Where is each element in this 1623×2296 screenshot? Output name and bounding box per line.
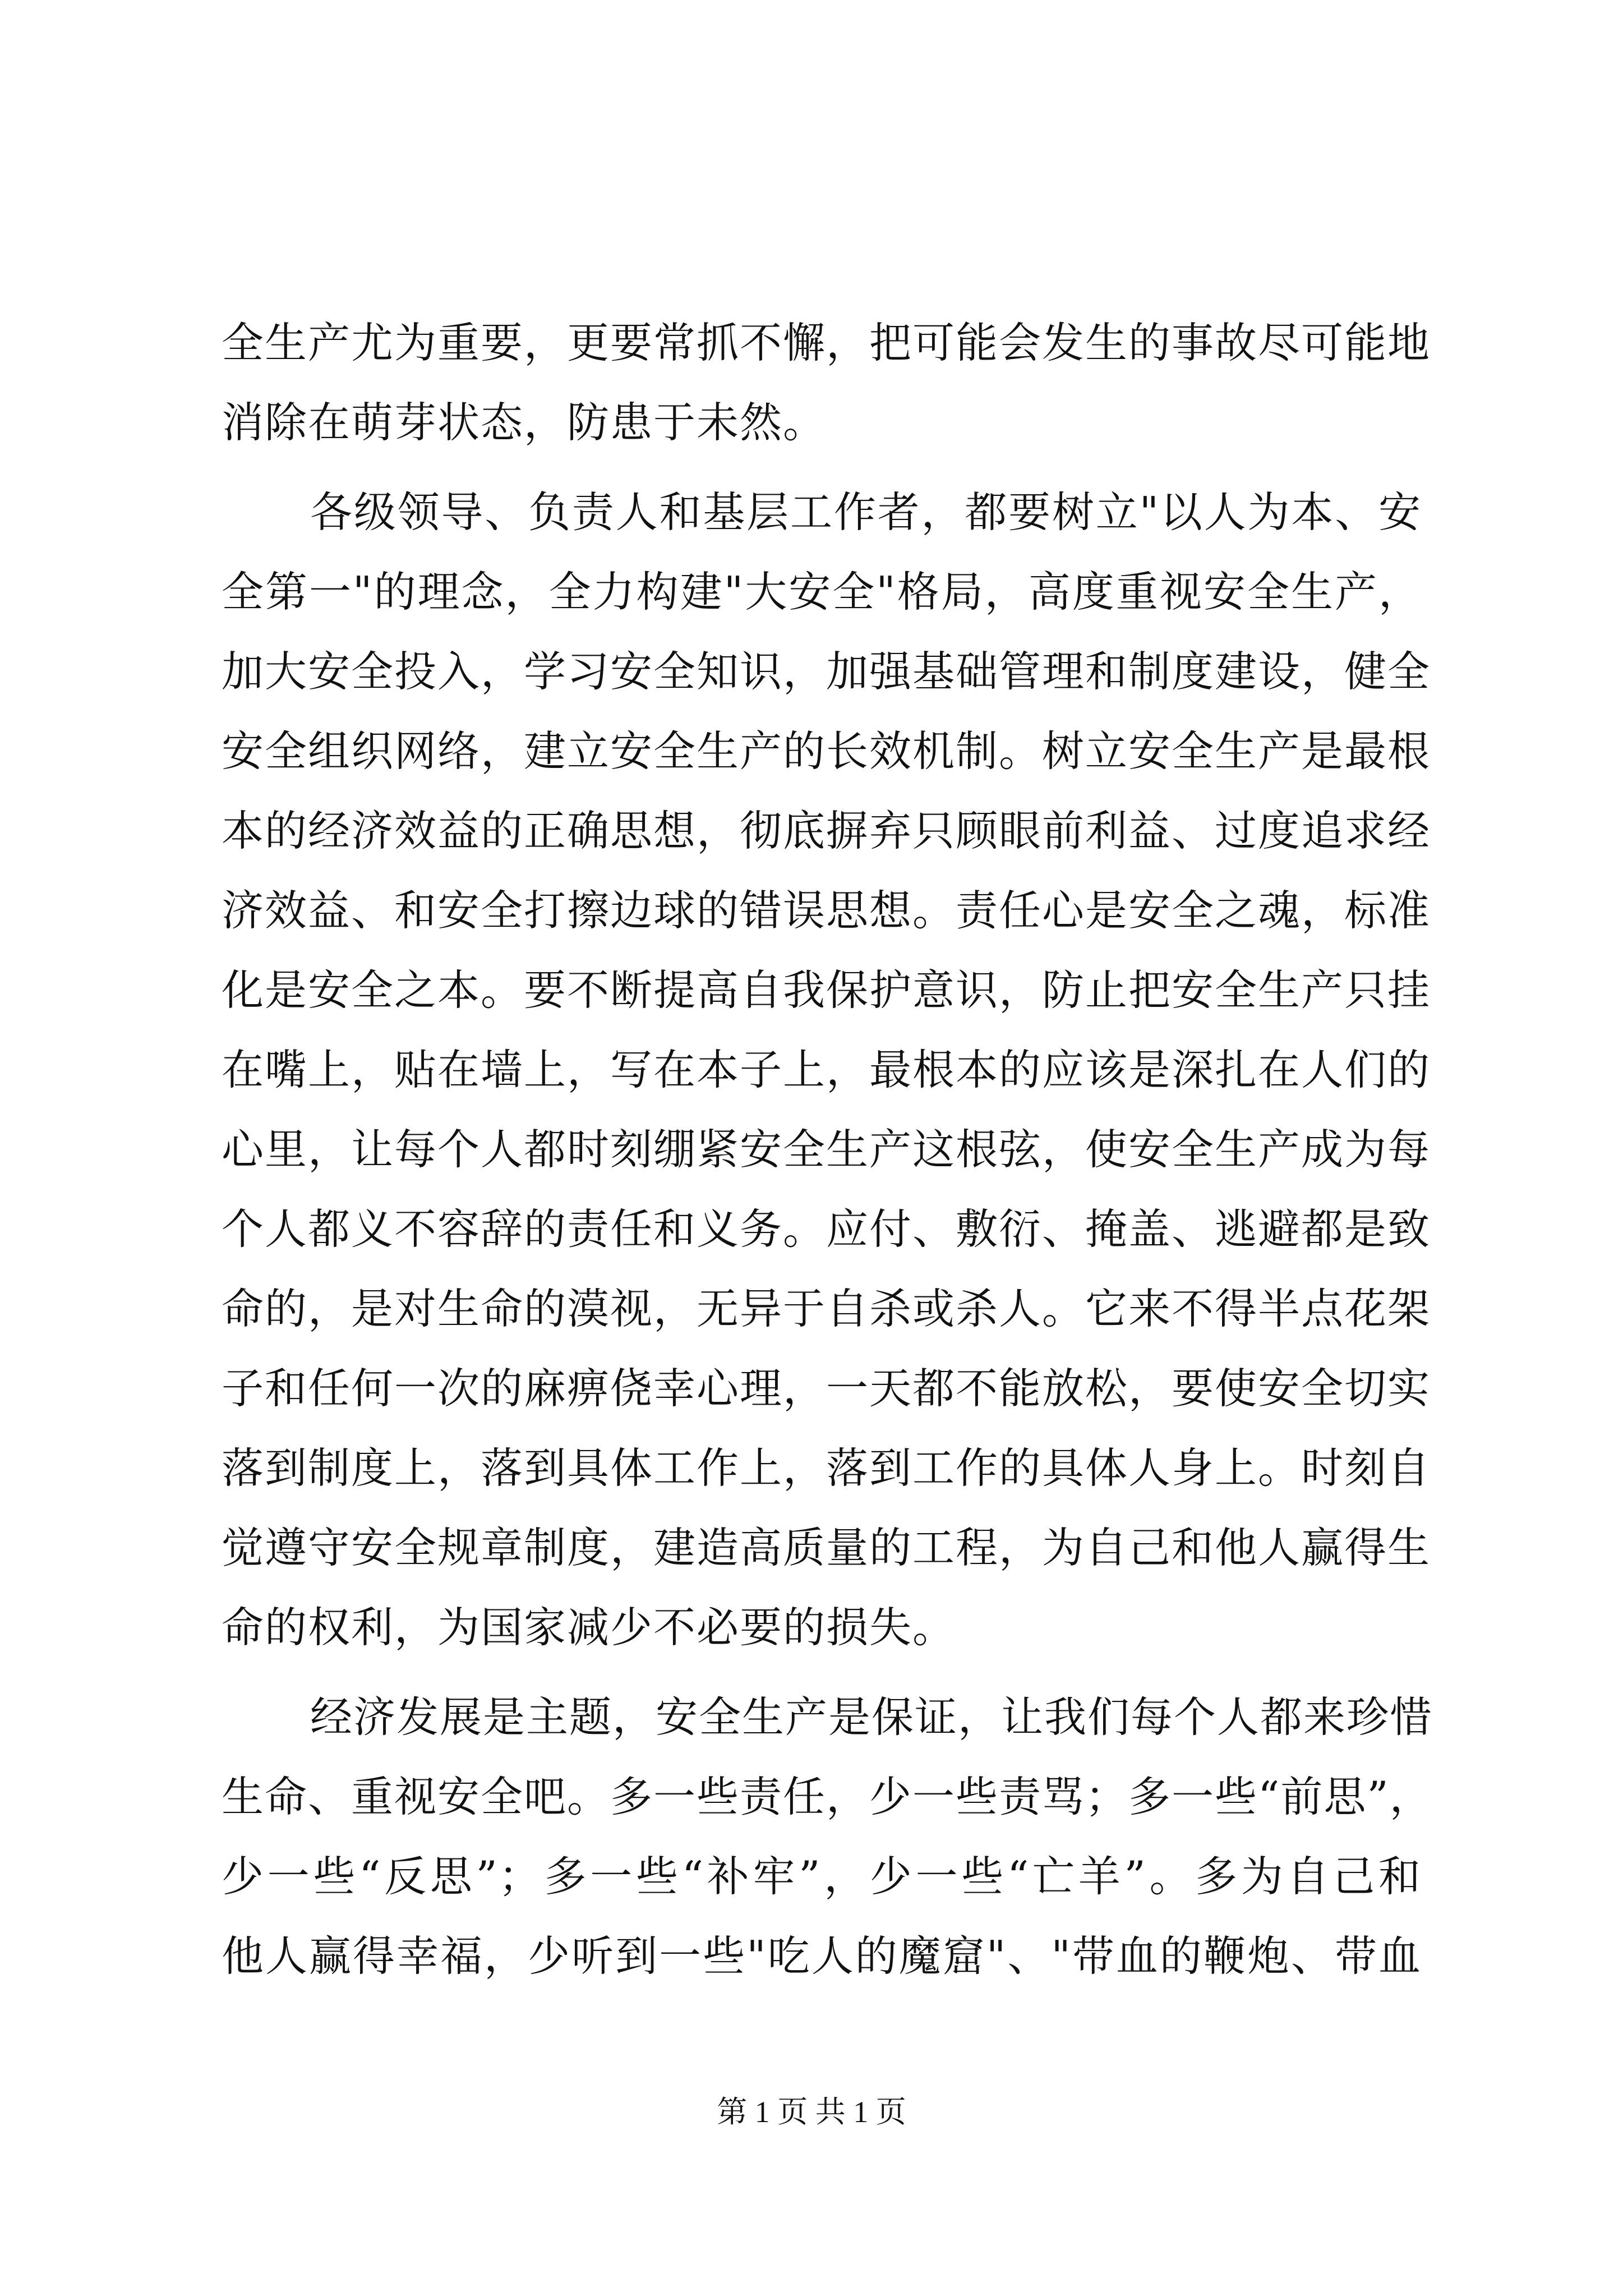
text-line: 觉遵守安全规章制度，建造高质量的工程，为自己和他人赢得生 [222,1523,1431,1572]
text-line: 本的经济效益的正确思想，彻底摒弃只顾眼前利益、过度追求经 [222,806,1431,855]
text-line: 济效益、和安全打擦边球的错误思想。责任心是安全之魂，标准 [222,886,1431,935]
text-line: 命的，是对生命的漠视，无异于自杀或杀人。它来不得半点花架 [222,1284,1431,1333]
text-line: 命的权利，为国家减少不必要的损失。 [222,1603,956,1652]
text-line: 子和任何一次的麻痹侥幸心理，一天都不能放松，要使安全切实 [222,1364,1431,1413]
text-line: 在嘴上，贴在墙上，写在本子上，最根本的应该是深扎在人们的 [222,1045,1431,1094]
text-line: 各级领导、负责人和基层工作者，都要树立"以人为本、安 [310,487,1422,537]
text-line: 加大安全投入，学习安全知识，加强基础管理和制度建设，健全 [222,647,1431,696]
text-line: 生命、重视安全吧。多一些责任，少一些责骂；多一些“前思”， [222,1772,1433,1821]
text-line: 经济发展是主题，安全生产是保证，让我们每个人都来珍惜 [310,1692,1433,1742]
text-line: 心里，让每个人都时刻绷紧安全生产这根弦，使安全生产成为每 [222,1125,1431,1174]
page-footer: 第 1 页 共 1 页 [717,2095,906,2129]
text-line: 安全组织网络，建立安全生产的长效机制。树立安全生产是最根 [222,726,1431,776]
text-line: 消除在萌芽状态，防患于未然。 [222,398,827,447]
text-line: 个人都义不容辞的责任和义务。应付、敷衍、掩盖、逃避都是致 [222,1204,1431,1254]
text-line: 全生产尤为重要，更要常抓不懈，把可能会发生的事故尽可能地 [222,318,1431,367]
text-line: 他人赢得幸福，少听到一些"吃人的魔窟"、"带血的鞭炮、带血 [222,1931,1422,1981]
text-line: 落到制度上，落到具体工作上，落到工作的具体人身上。时刻自 [222,1443,1431,1493]
document-body [222,303,1433,1996]
text-line: 少一些“反思”；多一些“补牢”，少一些“亡羊”。多为自己和 [222,1852,1422,1901]
text-line: 全第一"的理念，全力构建"大安全"格局，高度重视安全生产， [222,567,1422,616]
text-line: 化是安全之本。要不断提高自我保护意识，防止把安全生产只挂 [222,965,1431,1015]
